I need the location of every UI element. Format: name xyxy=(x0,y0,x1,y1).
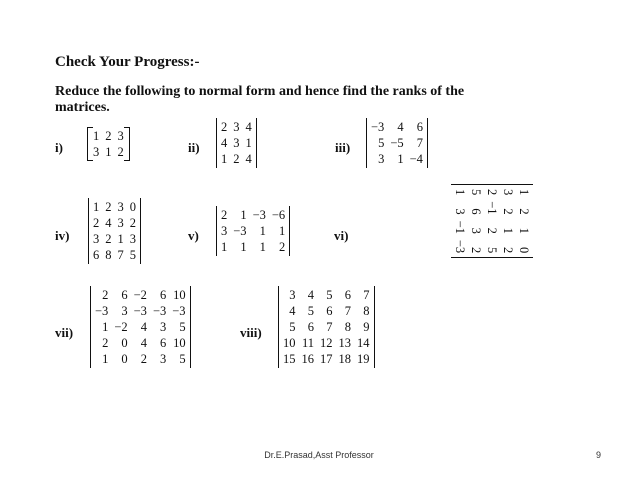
matrix-cell: 2 xyxy=(469,246,483,254)
matrix-row xyxy=(368,119,426,135)
matrix-row xyxy=(280,319,373,335)
matrix-cell: 10 xyxy=(283,336,296,350)
matrix-cell: −3 xyxy=(453,239,467,254)
matrix-cell: 1 xyxy=(102,352,109,366)
matrix-cell: 6 xyxy=(326,304,333,318)
matrix-cell: 1 xyxy=(245,136,252,150)
page-title: Check Your Progress:- xyxy=(55,54,200,70)
matrix-row xyxy=(368,135,426,151)
matrix-viii xyxy=(280,287,373,372)
matrix-v xyxy=(218,207,288,260)
matrix-cell: 19 xyxy=(357,352,370,366)
matrix-row xyxy=(92,303,189,319)
matrix-cell: 14 xyxy=(357,336,370,350)
right-bar xyxy=(256,118,257,168)
matrix-iii xyxy=(368,119,426,172)
matrix-row xyxy=(90,144,127,160)
matrix-cell: 3 xyxy=(469,227,483,234)
matrix-vii xyxy=(92,287,189,372)
matrix-row xyxy=(280,287,373,303)
matrix-cell: 4 xyxy=(307,288,314,302)
matrix-cell: 1 xyxy=(93,129,100,143)
matrix-row xyxy=(452,186,468,256)
problem-label-vi: vi) xyxy=(334,228,349,243)
matrix-cell: 1 xyxy=(117,232,124,246)
matrix-cell: 5 xyxy=(485,246,499,254)
matrix-cell: 4 xyxy=(245,120,252,134)
matrix-cell: 4 xyxy=(397,120,404,134)
right-bar xyxy=(190,286,191,368)
instructions: Reduce the following to normal form and hence find the ranks of the matrices. xyxy=(55,84,465,115)
matrix-cell: 1 xyxy=(453,189,467,196)
matrix-cell: 3 xyxy=(93,145,100,159)
matrix-cell: 3 xyxy=(129,232,136,246)
matrix-cell: −2 xyxy=(133,288,147,302)
matrix-cell: 11 xyxy=(301,336,314,350)
matrix-body xyxy=(90,128,127,160)
matrix-cell: 5 xyxy=(179,320,186,334)
matrix-cell: 5 xyxy=(179,352,186,366)
matrix-row xyxy=(280,351,373,367)
matrix-row xyxy=(90,128,127,144)
matrix-row xyxy=(218,207,288,223)
matrix-cell: 3 xyxy=(233,120,240,134)
matrix-cell: 6 xyxy=(469,208,483,215)
right-bracket xyxy=(124,127,130,161)
matrix-cell: 9 xyxy=(363,320,370,334)
matrix-body xyxy=(218,119,255,167)
matrix-cell: 1 xyxy=(517,227,531,234)
matrix-cell: 13 xyxy=(338,336,351,350)
matrix-cell: 15 xyxy=(283,352,296,366)
matrix-cell: −5 xyxy=(390,136,404,150)
matrix-cell: 3 xyxy=(453,208,467,215)
matrix-row xyxy=(484,186,500,256)
matrix-cell: −3 xyxy=(172,304,186,318)
matrix-table xyxy=(90,199,139,263)
matrix-cell: 1 xyxy=(105,145,112,159)
matrix-cell: −2 xyxy=(114,320,128,334)
matrix-cell: 6 xyxy=(121,288,128,302)
right-bar xyxy=(427,118,428,168)
matrix-cell: −3 xyxy=(252,208,266,222)
matrix-cell: 3 xyxy=(233,136,240,150)
matrix-body xyxy=(90,199,139,263)
matrix-cell: −6 xyxy=(271,208,286,222)
left-bar xyxy=(451,184,533,185)
matrix-row xyxy=(500,186,516,256)
matrix-cell: 5 xyxy=(307,304,314,318)
matrix-cell: 5 xyxy=(129,248,136,262)
matrix-cell: 3 xyxy=(160,320,167,334)
matrix-cell: 2 xyxy=(221,208,228,222)
right-bar xyxy=(374,286,375,368)
matrix-row xyxy=(92,319,189,335)
matrix-cell: 4 xyxy=(105,216,112,230)
matrix-cell: 7 xyxy=(416,136,423,150)
matrix-cell: 4 xyxy=(140,320,147,334)
matrix-cell: 3 xyxy=(160,352,167,366)
matrix-cell: 2 xyxy=(129,216,136,230)
matrix-cell: 3 xyxy=(117,216,124,230)
matrix-cell: 0 xyxy=(121,336,128,350)
matrix-row xyxy=(368,151,426,167)
matrix-table xyxy=(218,119,255,167)
matrix-cell: 7 xyxy=(363,288,370,302)
matrix-cell: 0 xyxy=(517,246,531,254)
matrix-row xyxy=(92,351,189,367)
matrix-cell: 1 xyxy=(278,224,286,238)
matrix-cell: 2 xyxy=(102,288,109,302)
right-bar xyxy=(140,198,141,264)
matrix-table xyxy=(452,186,532,256)
matrix-cell: 5 xyxy=(326,288,333,302)
matrix-cell: −3 xyxy=(133,304,147,318)
matrix-cell: −3 xyxy=(152,304,167,318)
problem-label-iii: iii) xyxy=(335,140,351,155)
matrix-cell: 1 xyxy=(240,240,247,254)
matrix-cell: 1 xyxy=(259,240,266,254)
matrix-cell: 2 xyxy=(501,246,515,254)
matrix-cell: −3 xyxy=(371,120,385,134)
matrix-cell: 8 xyxy=(105,248,112,262)
left-bracket xyxy=(87,127,93,161)
matrix-table xyxy=(92,287,189,367)
matrix-cell: 1 xyxy=(93,200,100,214)
matrix-row xyxy=(90,231,139,247)
left-bar xyxy=(216,206,217,256)
matrix-table xyxy=(280,287,373,367)
matrix-row xyxy=(90,247,139,263)
matrix-row xyxy=(468,186,484,256)
matrix-cell: 2 xyxy=(93,216,100,230)
matrix-row xyxy=(90,215,139,231)
matrix-body xyxy=(92,287,189,367)
matrix-row xyxy=(218,151,255,167)
matrix-cell: 3 xyxy=(93,232,100,246)
matrix-cell: 2 xyxy=(117,145,124,159)
matrix-row xyxy=(90,199,139,215)
matrix-cell: 1 xyxy=(221,152,228,166)
matrix-cell: 3 xyxy=(221,224,228,238)
matrix-cell: 5 xyxy=(289,320,296,334)
matrix-cell: 10 xyxy=(173,336,186,350)
matrix-body xyxy=(218,207,288,255)
matrix-cell: −1 xyxy=(453,220,467,234)
matrix-cell: 7 xyxy=(326,320,333,334)
left-bar xyxy=(88,198,89,264)
matrix-i xyxy=(90,128,127,165)
matrix-cell: 2 xyxy=(140,352,147,366)
matrix-cell: 3 xyxy=(117,200,124,214)
left-bar xyxy=(278,286,279,368)
problem-label-v: v) xyxy=(188,228,199,243)
matrix-row xyxy=(280,303,373,319)
matrix-cell: 2 xyxy=(485,227,499,234)
matrix-cell: 2 xyxy=(278,240,286,254)
problem-label-iv: iv) xyxy=(55,228,70,243)
matrix-cell: 6 xyxy=(307,320,314,334)
matrix-row xyxy=(218,119,255,135)
matrix-cell: 0 xyxy=(121,352,128,366)
matrix-cell: 3 xyxy=(501,189,515,196)
matrix-row xyxy=(218,239,288,255)
left-bar xyxy=(366,118,367,168)
right-bar xyxy=(289,206,290,256)
matrix-cell: 8 xyxy=(344,320,351,334)
matrix-cell: 6 xyxy=(160,288,167,302)
left-bar xyxy=(216,118,217,168)
matrix-cell: 10 xyxy=(173,288,186,302)
matrix-cell: 2 xyxy=(485,189,499,196)
matrix-row xyxy=(218,135,255,151)
matrix-cell: 2 xyxy=(105,200,112,214)
matrix-cell: 6 xyxy=(160,336,167,350)
matrix-iv xyxy=(90,199,139,268)
matrix-cell: 7 xyxy=(117,248,124,262)
matrix-cell: 2 xyxy=(517,208,531,215)
matrix-cell: 4 xyxy=(140,336,147,350)
matrix-cell: 6 xyxy=(344,288,351,302)
matrix-cell: 1 xyxy=(397,152,404,166)
matrix-cell: 2 xyxy=(105,232,112,246)
matrix-body xyxy=(280,287,373,367)
matrix-cell: 2 xyxy=(501,208,515,215)
matrix-row xyxy=(92,335,189,351)
matrix-cell: 3 xyxy=(378,152,385,166)
matrix-table xyxy=(90,128,127,160)
matrix-body xyxy=(368,119,426,167)
right-bar xyxy=(451,257,533,258)
matrix-body xyxy=(452,186,532,256)
page-number: 9 xyxy=(596,450,602,460)
matrix-cell: 3 xyxy=(121,304,128,318)
matrix-cell: 5 xyxy=(469,189,483,196)
matrix-ii xyxy=(218,119,255,172)
matrix-cell: 16 xyxy=(301,352,314,366)
matrix-table xyxy=(368,119,426,167)
matrix-row xyxy=(280,335,373,351)
matrix-cell: 3 xyxy=(289,288,296,302)
footer-author: Dr.E.Prasad,Asst Professor xyxy=(264,450,374,460)
matrix-cell: 18 xyxy=(338,352,351,366)
matrix-cell: 6 xyxy=(93,248,100,262)
problem-label-vii: vii) xyxy=(55,325,74,340)
matrix-cell: −1 xyxy=(485,201,499,215)
matrix-cell: 8 xyxy=(363,304,370,318)
matrix-row xyxy=(218,223,288,239)
matrix-cell: 7 xyxy=(344,304,351,318)
matrix-cell: 1 xyxy=(221,240,228,254)
matrix-cell: 2 xyxy=(102,336,109,350)
matrix-cell: 2 xyxy=(221,120,228,134)
left-bar xyxy=(90,286,91,368)
matrix-cell: 5 xyxy=(378,136,385,150)
matrix-cell: 2 xyxy=(233,152,240,166)
matrix-cell: 6 xyxy=(416,120,423,134)
matrix-cell: 4 xyxy=(221,136,228,150)
matrix-table xyxy=(218,207,288,255)
matrix-cell: 1 xyxy=(517,189,531,196)
matrix-row xyxy=(92,287,189,303)
matrix-cell: 3 xyxy=(117,129,124,143)
matrix-cell: 1 xyxy=(240,208,247,222)
matrix-cell: −3 xyxy=(95,304,109,318)
matrix-cell: 1 xyxy=(501,227,515,234)
matrix-cell: 4 xyxy=(289,304,296,318)
problem-label-viii: viii) xyxy=(240,325,262,340)
matrix-cell: 0 xyxy=(129,200,136,214)
matrix-cell: 4 xyxy=(245,152,252,166)
problem-label-i: i) xyxy=(55,140,63,155)
matrix-cell: 2 xyxy=(105,129,112,143)
matrix-row xyxy=(516,186,532,256)
matrix-cell: 1 xyxy=(102,320,109,334)
problem-label-ii: ii) xyxy=(188,140,200,155)
matrix-cell: −3 xyxy=(233,224,247,238)
matrix-cell: 12 xyxy=(320,336,333,350)
matrix-cell: −4 xyxy=(409,152,423,166)
matrix-cell: 1 xyxy=(259,224,266,238)
matrix-cell: 17 xyxy=(320,352,333,366)
